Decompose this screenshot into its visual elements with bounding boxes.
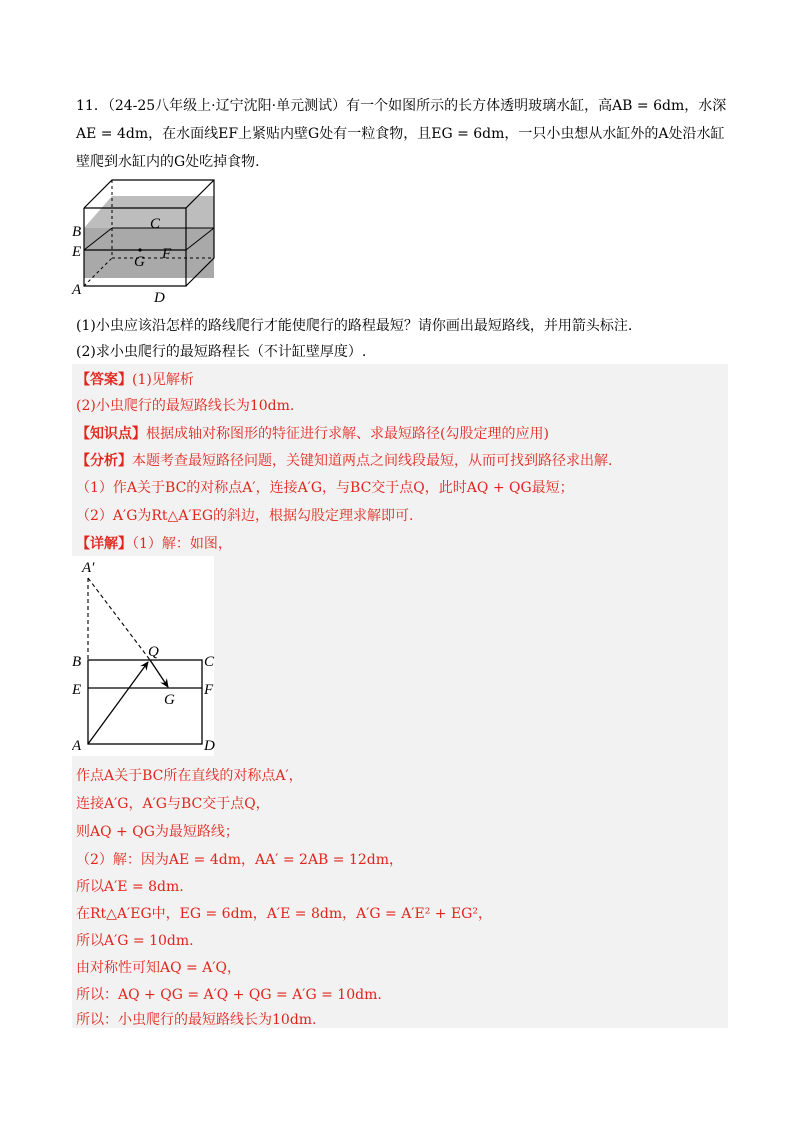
answer-tag: 【答案】 [76, 372, 132, 388]
path-q-g [150, 660, 168, 687]
label-f2: F [204, 682, 214, 698]
analysis-step-1: （1）作A关于BC的对称点A′，连接A′G，与BC交于点Q，此时AQ + QG最短； [76, 480, 574, 496]
solution-line-7: 所以A′G = 10dm. [76, 933, 194, 949]
solution-line-5: 所以A′E = 8dm. [76, 879, 184, 895]
point-g [138, 248, 141, 251]
label-f: F [162, 246, 172, 262]
sub-question-2: (2)求小虫爬行的最短路程长（不计缸壁厚度）. [76, 344, 367, 360]
solution-line-1: 作点A关于BC所在直线的对称点A′， [76, 768, 303, 784]
question-line-3: 壁爬到水缸内的G处吃掉食物. [76, 154, 260, 170]
knowledge-tag: 【知识点】 [76, 426, 146, 442]
analysis-block [76, 451, 612, 471]
label-a-prime: A′ [82, 560, 95, 576]
water-top-face [84, 196, 214, 228]
solution-line-4: （2）解：因为AE = 4dm，AA′ = 2AB = 12dm， [76, 852, 404, 868]
label-q: Q [148, 644, 159, 660]
label-b: B [72, 224, 82, 240]
analysis-tag: 【分析】 [76, 453, 132, 469]
label-b2: B [72, 654, 82, 670]
box-figure [70, 172, 230, 308]
path-a-q [88, 662, 148, 744]
label-a2: A [72, 738, 82, 754]
detail-tag: 【详解】 [76, 536, 132, 552]
label-e2: E [72, 682, 82, 698]
question-line-2: AE = 4dm，在水面线EF上紧贴内壁G处有一粒食物，且EG = 6dm，一只小虫想从水缸外的A处沿水缸 [76, 126, 725, 142]
question-line-1: 11．（24-25八年级上·辽宁沈阳·单元测试）有一个如图所示的长方体透明玻璃水缸，高AB = 6dm，水深 [76, 98, 727, 114]
sub-question-1: (1)小虫应该沿怎样的路线爬行才能使爬行的路程最短？请你画出最短路线，并用箭头标注. [76, 318, 633, 334]
knowledge-text: 根据成轴对称图形的特征进行求解、求最短路径(勾股定理的应用) [146, 426, 549, 442]
analysis-step-2: （2）A′G为Rt△A′EG的斜边，根据勾股定理求解即可. [76, 508, 414, 524]
solution-line-3: 则AQ + QG为最短路线； [76, 824, 239, 840]
detail-block [76, 534, 232, 554]
dashed-aprime-q [88, 578, 150, 660]
answer-line-2: (2)小虫爬行的最短路线长为10dm. [76, 398, 295, 414]
rect-abcd [88, 660, 202, 744]
label-c2: C [204, 654, 215, 670]
analysis-text: 本题考查最短路径问题，关键知道两点之间线段最短，从而可找到路径求出解. [132, 453, 613, 469]
water-front-face [84, 228, 214, 278]
solution-line-2: 连接A′G，A′G与BC交于点Q， [76, 796, 270, 812]
knowledge-block [76, 424, 549, 444]
solution-line-10: 所以：小虫爬行的最短路线长为10dm. [76, 1012, 317, 1028]
label-d2: D [204, 738, 215, 754]
label-d: D [154, 290, 165, 306]
label-g2: G [164, 692, 175, 708]
solution-figure [72, 556, 222, 756]
answer-line-1: (1)见解析 [132, 372, 194, 388]
label-a: A [72, 282, 82, 298]
answer-block [76, 370, 194, 390]
solution-line-8: 由对称性可知AQ = A′Q， [76, 960, 241, 976]
detail-text: （1）解：如图， [132, 536, 232, 552]
solution-line-9: 所以：AQ + QG = A′Q + QG = A′G = 10dm. [76, 987, 382, 1003]
solution-line-6: 在Rt△A′EG中，EG = 6dm，A′E = 8dm，A′G = A′E² + EG²， [76, 906, 492, 922]
label-g: G [134, 254, 145, 270]
label-e: E [72, 244, 82, 260]
label-c: C [150, 216, 161, 232]
